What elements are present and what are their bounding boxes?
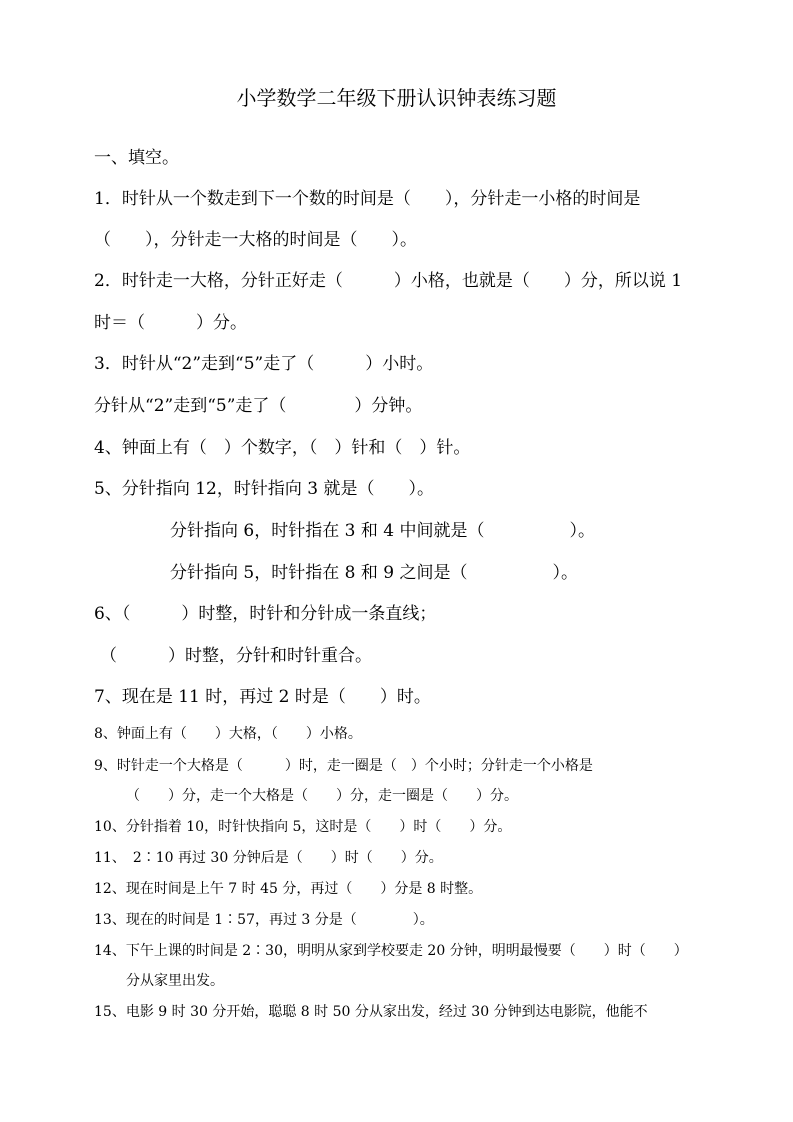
question-7: 7、现在是 11 时，再过 2 时是（ ）时。 [94,687,431,707]
question-12: 12、现在时间是上午 7 时 45 分，再过（ ）分是 8 时整。 [94,881,483,897]
question-2-line-1: 2．时针走一大格，分针正好走（ ）小格，也就是（ ）分，所以说 1 [94,271,683,291]
question-11: 11、 2∶10 再过 30 分钟后是（ ）时（ ）分。 [94,850,443,866]
question-5-line-3: 分针指向 5，时针指在 8 和 9 之间是（ ）。 [170,563,578,583]
question-9-line-1: 9、时针走一个大格是（ ）时，走一圈是（ ）个小时；分针走一个小格是 [94,758,593,774]
question-3-line-1: 3．时针从“2”走到“5”走了（ ）小时。 [94,354,434,374]
question-2-line-2: 时＝（ ）分。 [94,313,247,333]
question-6-line-1: 6、（ ）时整，时针和分针成一条直线； [94,604,437,624]
question-1-line-2: （ ），分针走一大格的时间是（ ）。 [94,230,417,250]
question-15-line-1: 15、电影 9 时 30 分开始，聪聪 8 时 50 分从家出发，经过 30 分钟到达电影院，他能不 [94,1004,648,1020]
question-14-line-2: 分从家里出发。 [126,973,224,989]
question-4: 4、钟面上有（ ）个数字，（ ）针和（ ）针。 [94,438,471,458]
question-14-line-1: 14、下午上课的时间是 2∶30，明明从家到学校要走 20 分钟，明明最慢要（ ）时（ ） [94,943,688,959]
question-3-line-2: 分针从“2”走到“5”走了（ ）分钟。 [94,396,423,416]
question-13: 13、现在的时间是 1∶57，再过 3 分是（ ）。 [94,912,434,928]
question-9-line-2: （ ）分，走一个大格是（ ）分，走一圈是（ ）分。 [126,788,518,804]
section-heading: 一、填空。 [94,148,179,168]
question-5-line-2: 分针指向 6，时针指在 3 和 4 中间就是（ ）。 [170,521,595,541]
question-10: 10、分针指着 10，时针快指向 5，这时是（ ）时（ ）分。 [94,819,512,835]
page-title: 小学数学二年级下册认识钟表练习题 [236,86,557,110]
question-6-line-2: （ ）时整，分针和时针重合。 [100,646,372,666]
question-1-line-1: 1．时针从一个数走到下一个数的时间是（ ），分针走一小格的时间是 [94,189,641,209]
question-8: 8、钟面上有（ ）大格，（ ）小格。 [94,726,362,742]
question-5-line-1: 5、分针指向 12，时针指向 3 就是（ ）。 [94,479,434,499]
